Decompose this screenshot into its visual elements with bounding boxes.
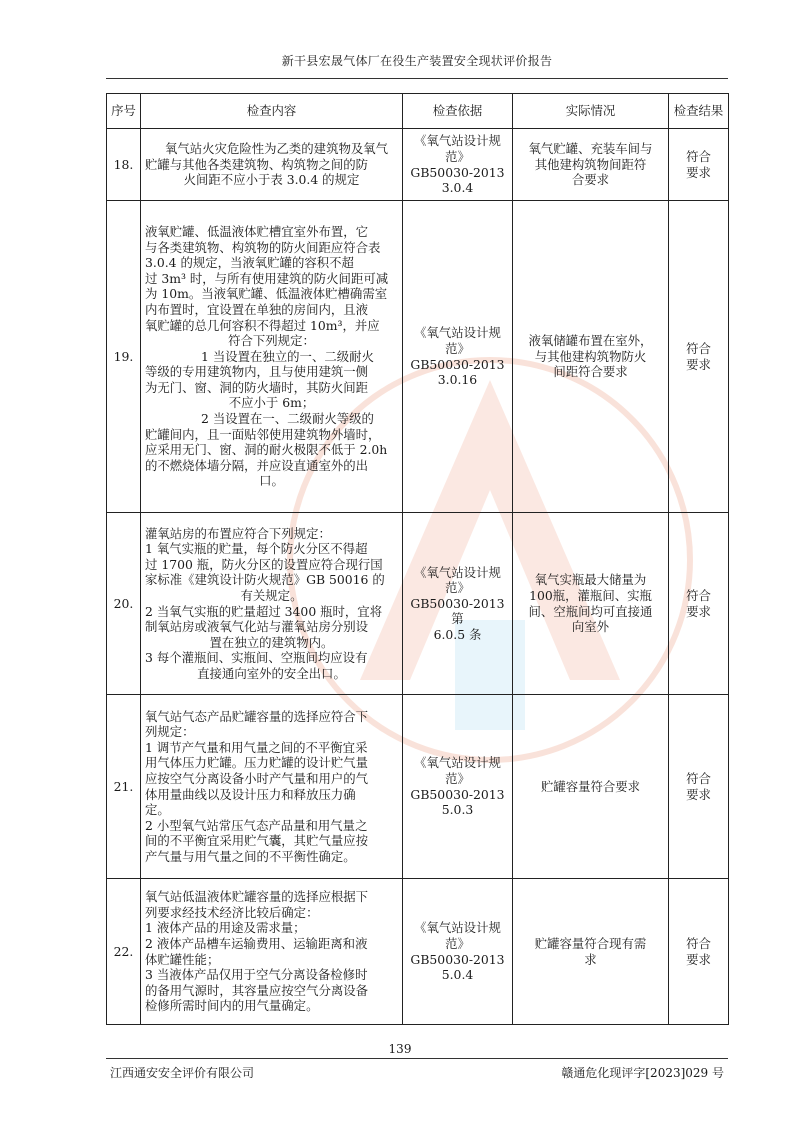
row-basis: 《氧气站设计规 范》 GB50030-2013 3.0.16 [403,201,513,513]
row-result: 符合 要求 [669,879,729,1025]
row-actual: 液氧储罐布置在室外， 与其他建构筑物防火 间距符合要求 [513,201,669,513]
row-actual: 贮罐容量符合现有需 求 [513,879,669,1025]
table-header-row [107,94,729,129]
col-header-basis: 检查依据 [403,94,513,129]
table-row [107,879,729,1025]
inspection-table [106,93,729,1025]
row-number: 22. [107,879,141,1025]
table-row [107,201,729,513]
col-header-result: 检查结果 [669,94,729,129]
row-result: 符合 要求 [669,513,729,695]
row-basis: 《氧气站设计规 范》 GB50030-2013 5.0.4 [403,879,513,1025]
row-content: 氧气站低温液体贮罐容量的选择应根据下 列要求经技术经济比较后确定： 1 液体产品的用途及需求量； 2 液体产品槽车运输费用、运输距离和液 体贮罐性能； 3 当液体产品仅用于空气分离设备检修时 的备用气源时，其容量应按空气分离设备 检修所需时间内的用气量确定。 [141,879,403,1025]
footer-rule [106,1058,728,1059]
row-content: 液氧贮罐、低温液体贮槽宜室外布置，它 与各类建筑物、构筑物的防火间距应符合表 3.0.4 的规定，当液氧贮罐的容积不超 过 3m³ 时，与所有使用建筑的防火间距可减 为 10m。当液氧贮罐、低温液体贮槽确需室 内布置时，宜设置在单独的房间内，且液 氧贮罐的总几何容积不得超过 10m³，并应 符合下列规定： 1 当设置在独立的一、二级耐火 等级的专用建筑物内，且与使用建筑一侧 为无门、窗、洞的防火墙时，其防火间距 不应小于 6m； 2 当设置在一、二级耐火等级的 贮罐间内，且一面贴邻使用建筑物外墙时， 应采用无门、窗、洞的耐火极限不低于 2.0h 的不燃烧体墙分隔，并应设直通室外的出 口。 [141,201,403,513]
row-result: 符合 要求 [669,695,729,879]
col-header-content: 检查内容 [141,94,403,129]
table-row [107,695,729,879]
row-number: 21. [107,695,141,879]
row-result: 符合 要求 [669,129,729,201]
footer-company: 江西通安安全评价有限公司 [110,1066,255,1080]
row-content: 氧气站火灾危险性为乙类的建筑物及氧气 贮罐与其他各类建筑物、构筑物之间的防 火间距不应小于表 3.0.4 的规定 [141,129,403,201]
row-number: 19. [107,201,141,513]
row-basis: 《氧气站设计规 范》 GB50030-2013 5.0.3 [403,695,513,879]
row-actual: 贮罐容量符合要求 [513,695,669,879]
table-row [107,513,729,695]
footer-report-code: 赣通危化现评字[2023]029 号 [561,1066,724,1080]
row-result: 符合 要求 [669,201,729,513]
page-header-title: 新干县宏晟气体厂在役生产装置安全现状评价报告 [281,54,553,68]
row-basis: 《氧气站设计规 范》 GB50030-2013 3.0.4 [403,129,513,201]
header-rule [106,78,728,79]
row-basis: 《氧气站设计规 范》 GB50030-2013第 6.0.5 条 [403,513,513,695]
table-row [107,129,729,201]
row-number: 20. [107,513,141,695]
page-number: 139 [388,1042,412,1056]
row-content: 氧气站气态产品贮罐容量的选择应符合下 列规定： 1 调节产气量和用气量之间的不平衡宜采 用气体压力贮罐。压力贮罐的设计贮气量 应按空气分离设备小时产气量和用户的气 体用量曲线以及设计压力和释放压力确 定。 2 小型氧气站常压气态产品量和用气量之 间的不平衡宜采用贮气囊，其贮气量应按 产气量与用气量之间的不平衡性确定。 [141,695,403,879]
row-actual: 氧气贮罐、充装车间与 其他建构筑物间距符 合要求 [513,129,669,201]
row-actual: 氧气实瓶最大储量为 100瓶，灌瓶间、实瓶 间、空瓶间均可直接通 向室外 [513,513,669,695]
row-content: 灌氧站房的布置应符合下列规定： 1 氧气实瓶的贮量，每个防火分区不得超 过 1700 瓶，防火分区的设置应符合现行国 家标准《建筑设计防火规范》GB 50016 的 有关规定。 2 当氧气实瓶的贮量超过 3400 瓶时，宜将 制氧站房或液氧气化站与灌氧站房分别设 置在独立的建筑物内。 3 每个灌瓶间、实瓶间、空瓶间均应设有 直接通向室外的安全出口。 [141,513,403,695]
col-header-actual: 实际情况 [513,94,669,129]
row-number: 18. [107,129,141,201]
col-header-no: 序号 [107,94,141,129]
